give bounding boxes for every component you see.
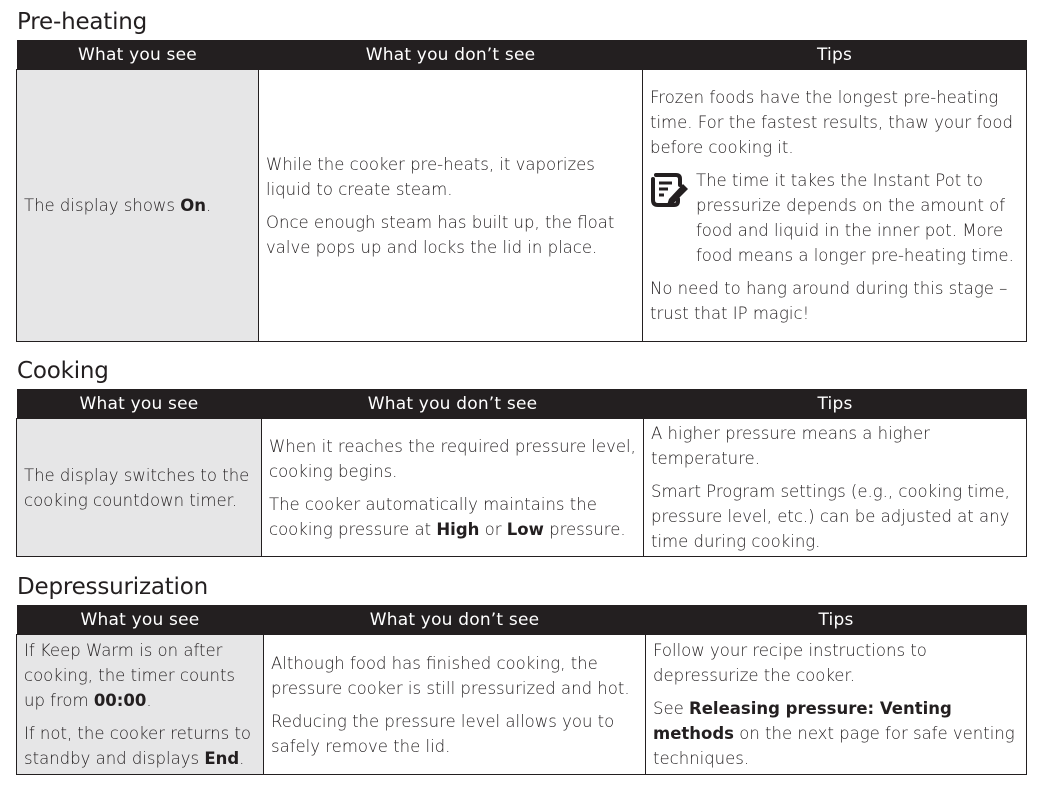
paragraph: Once enough steam has built up, the float valve pops up and locks the lid in place. bbox=[266, 212, 615, 257]
column-header-what-you-see: What you see bbox=[17, 605, 264, 635]
column-header-tips: Tips bbox=[643, 40, 1027, 70]
what-you-see-cell: The display shows On. bbox=[17, 70, 259, 342]
table-row bbox=[17, 635, 1027, 775]
tips-cell bbox=[644, 419, 1027, 557]
table-header-row bbox=[17, 40, 1027, 70]
paragraph: Although food has finished cooking, the pressure cooker is still pressurized and hot. bbox=[271, 653, 630, 698]
paragraph: While the cooker pre-heats, it vaporizes liquid to create steam. bbox=[266, 154, 595, 199]
table-header-row bbox=[17, 605, 1027, 635]
what-you-dont-see-cell bbox=[262, 419, 644, 557]
column-header-what-you-dont-see: What you don’t see bbox=[264, 605, 646, 635]
section-title-preheating: Pre-heating bbox=[17, 9, 148, 35]
paragraph: If Keep Warm is on after cooking, the timer counts up from 00:00. bbox=[24, 641, 236, 710]
section-title-cooking: Cooking bbox=[17, 358, 109, 384]
tips-cell bbox=[646, 635, 1027, 775]
column-header-what-you-see: What you see bbox=[17, 389, 262, 419]
column-header-what-you-see: What you see bbox=[17, 40, 259, 70]
paragraph: Smart Program settings (e.g., cooking time, pressure level, etc.) can be adjusted at any time during cooking. bbox=[651, 482, 1010, 551]
paragraph: See Releasing pressure: Venting methods on the next page for safe venting techniques. bbox=[653, 699, 1015, 768]
table-row bbox=[17, 419, 1027, 557]
paragraph: When it reaches the required pressure level, cooking begins. bbox=[269, 436, 636, 481]
table-header-row bbox=[17, 389, 1027, 419]
column-header-tips: Tips bbox=[646, 605, 1027, 635]
cooking-table bbox=[16, 389, 1027, 557]
cross-reference: Releasing pressure: Venting methods bbox=[653, 699, 952, 743]
column-header-what-you-dont-see: What you don’t see bbox=[262, 389, 644, 419]
column-header-tips: Tips bbox=[644, 389, 1027, 419]
paragraph: Frozen foods have the longest pre-heating time. For the fastest results, thaw your food before cooking it. bbox=[650, 88, 1013, 157]
note bbox=[650, 168, 1019, 268]
what-you-see-cell bbox=[17, 635, 264, 775]
paragraph: No need to hang around during this stage – trust that IP magic! bbox=[650, 279, 1008, 323]
tips-cell bbox=[643, 70, 1027, 342]
table-row bbox=[17, 70, 1027, 342]
note-text: The time it takes the Instant Pot to pressurize depends on the amount of food and liquid in the inner pot. More food means a longer pre-heating time. bbox=[696, 171, 1014, 265]
what-you-dont-see-cell bbox=[264, 635, 646, 775]
paragraph: Reducing the pressure level allows you to safely remove the lid. bbox=[271, 711, 615, 756]
paragraph: A higher pressure means a higher temperature. bbox=[651, 424, 930, 468]
paragraph: If not, the cooker returns to standby and displays End. bbox=[24, 724, 252, 768]
section-title-depressurization: Depressurization bbox=[17, 574, 208, 600]
column-header-what-you-dont-see: What you don’t see bbox=[259, 40, 643, 70]
depressurization-table bbox=[16, 605, 1027, 775]
note-pencil-icon bbox=[650, 168, 696, 215]
preheating-table bbox=[16, 40, 1027, 342]
what-you-dont-see-cell bbox=[259, 70, 643, 342]
what-you-see-cell: The display switches to the cooking countdown timer. bbox=[17, 419, 262, 557]
paragraph: Follow your recipe instructions to depressurize the cooker. bbox=[653, 641, 927, 685]
paragraph: The cooker automatically maintains the cooking pressure at High or Low pressure. bbox=[269, 494, 626, 539]
